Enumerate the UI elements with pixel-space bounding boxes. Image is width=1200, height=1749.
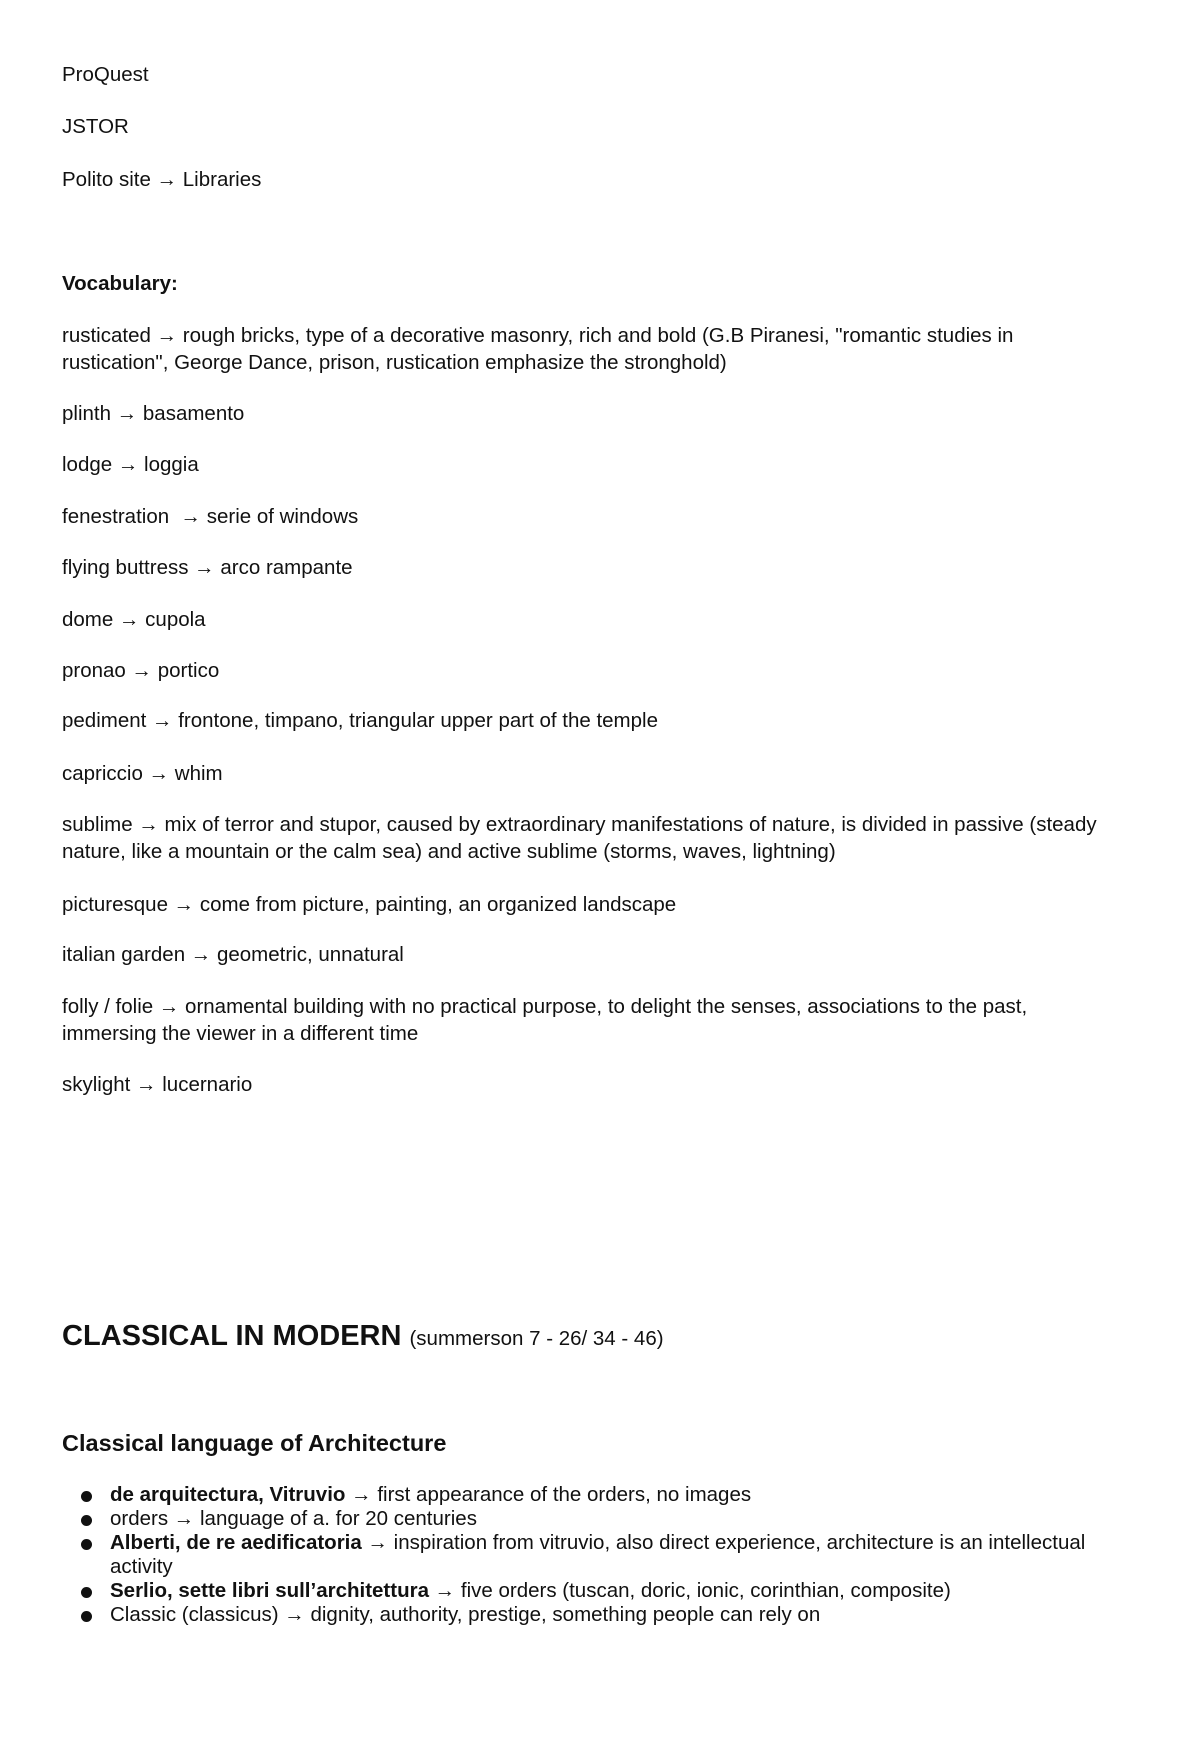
- section-title: [62, 1318, 1162, 1357]
- bullet-text: → first appearance of the orders, no images: [345, 1483, 752, 1506]
- bullet-icon: [81, 1491, 92, 1502]
- bullet-bold: Alberti, de re aedificatoria: [110, 1531, 362, 1554]
- list-item: [62, 1507, 1142, 1531]
- section-subheading: Classical language of Architecture: [62, 1430, 447, 1456]
- bullet-text: orders → language of a. for 20 centuries: [110, 1507, 477, 1530]
- vocab-entry: rusticated → rough bricks, type of a decorative masonry, rich and bold (G.B Piranesi, "romantic studies in rustication", George Dance, prison, rustication emphasize the stronghold): [62, 324, 1014, 374]
- section-title-text: CLASSICAL IN MODERN: [62, 1320, 402, 1352]
- vocab-entry: lodge → loggia: [62, 453, 199, 476]
- vocab-entry: picturesque → come from picture, painting, an organized landscape: [62, 893, 677, 916]
- resource-proquest: ProQuest: [62, 63, 149, 86]
- vocab-entry: flying buttress → arco rampante: [62, 556, 353, 579]
- bullet-bold: Serlio, sette libri sull’architettura: [110, 1579, 429, 1602]
- section-subtitle: (summerson 7 - 26/ 34 - 46): [409, 1327, 664, 1350]
- bullet-text: → inspiration from vitruvio, also direct experience, architecture is an intellectual activity: [110, 1531, 1086, 1578]
- resource-polito: Polito site → Libraries: [62, 168, 262, 191]
- vocab-entry: sublime → mix of terror and stupor, caused by extraordinary manifestations of nature, is divided in passive (steady nature, like a mountain or the calm sea) and active sublime (storms, waves, lightning): [62, 813, 1097, 863]
- vocab-entry: dome → cupola: [62, 608, 206, 631]
- bullet-list: [62, 1483, 1142, 1627]
- vocab-entry: plinth → basamento: [62, 402, 245, 425]
- vocab-entry: folly / folie → ornamental building with no practical purpose, to delight the senses, associations to the past, immersing the viewer in a different time: [62, 995, 1028, 1045]
- vocab-entry: skylight → lucernario: [62, 1073, 253, 1096]
- list-item: [62, 1483, 1142, 1507]
- list-item: [62, 1531, 1142, 1579]
- list-item: [62, 1603, 1142, 1627]
- vocab-entry: italian garden → geometric, unnatural: [62, 943, 404, 966]
- vocab-entry: fenestration → serie of windows: [62, 505, 359, 528]
- bullet-icon: [81, 1587, 92, 1598]
- resource-jstor: JSTOR: [62, 115, 129, 138]
- bullet-text: Classic (classicus) → dignity, authority, prestige, something people can rely on: [110, 1603, 821, 1626]
- list-item: [62, 1579, 1142, 1603]
- bullet-icon: [81, 1515, 92, 1526]
- bullet-text: → five orders (tuscan, doric, ionic, corinthian, composite): [428, 1579, 951, 1602]
- bullet-icon: [81, 1611, 92, 1622]
- vocab-entry: capriccio → whim: [62, 762, 223, 785]
- vocabulary-heading: Vocabulary:: [62, 272, 178, 295]
- bullet-icon: [81, 1539, 92, 1550]
- vocab-entry: pediment → frontone, timpano, triangular upper part of the temple: [62, 709, 658, 732]
- bullet-bold: de arquitectura, Vitruvio: [110, 1483, 346, 1506]
- vocab-entry: pronao → portico: [62, 659, 220, 682]
